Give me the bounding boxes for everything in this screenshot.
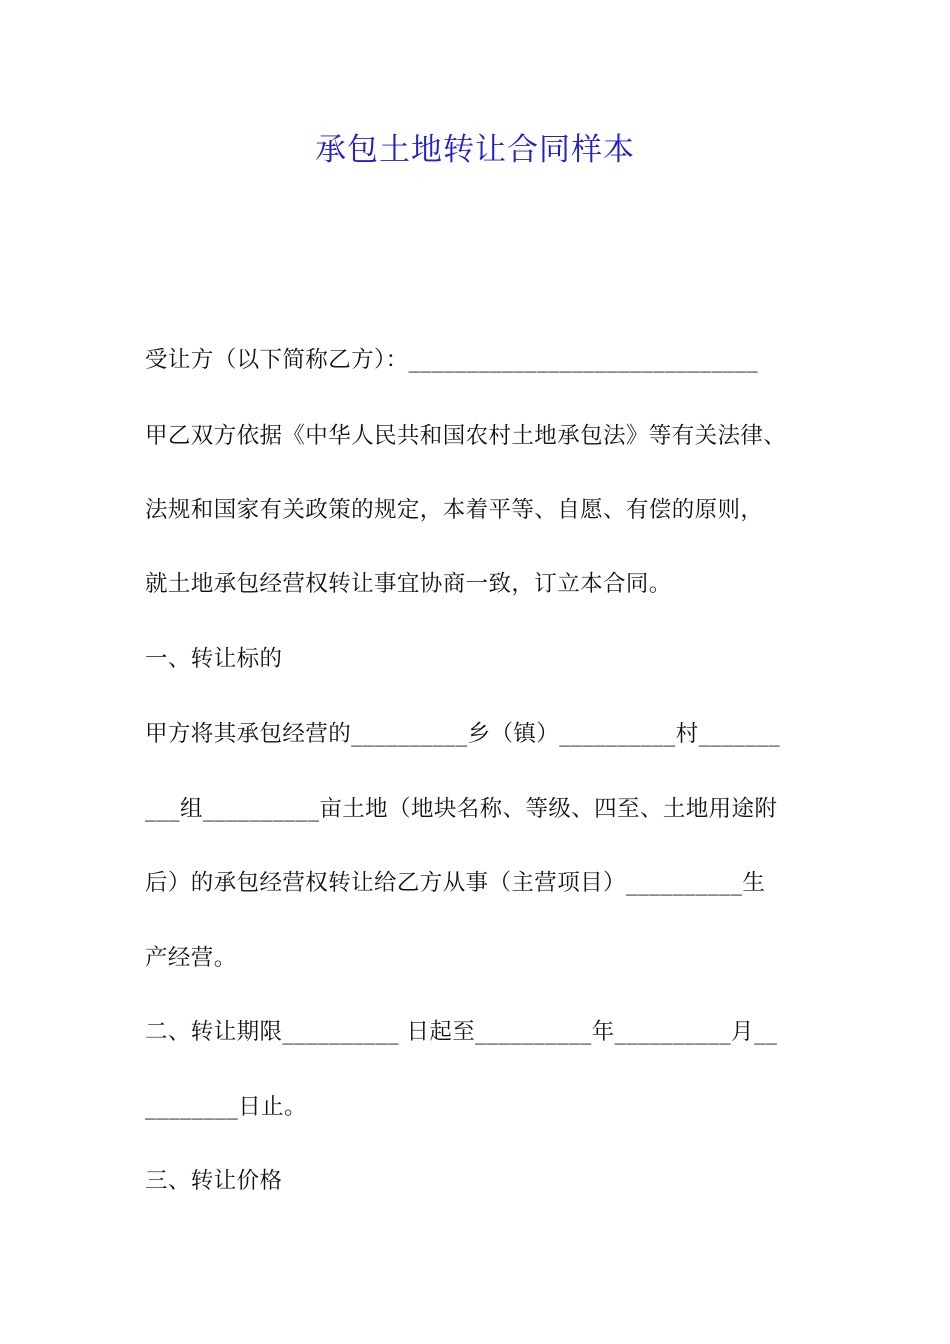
section-heading-2: 二、转让期限__________ 日起至__________年__________月__ — [145, 1019, 778, 1045]
paragraph-line: 法规和国家有关政策的规定，本着平等、自愿、有偿的原则， — [145, 497, 764, 523]
section-heading-1: 一、转让标的 — [145, 646, 283, 672]
paragraph-line: 甲乙双方依据《中华人民共和国农村土地承包法》等有关法律、 — [145, 423, 787, 449]
paragraph-line: 后）的承包经营权转让给乙方从事（主营项目）__________生 — [145, 870, 766, 896]
section-heading-3: 三、转让价格 — [145, 1168, 283, 1194]
paragraph-line: 产经营。 — [145, 945, 237, 971]
paragraph-line: ___组__________亩土地（地块名称、等级、四至、土地用途附 — [145, 796, 778, 822]
paragraph-line: ________日止。 — [145, 1094, 307, 1120]
paragraph-line: 甲方将其承包经营的__________乡（镇）__________村_______ — [145, 721, 781, 747]
transferee-line: 受让方（以下简称乙方）：______________________________ — [145, 347, 759, 373]
paragraph-line: 就土地承包经营权转让事宜协商一致，订立本合同。 — [145, 571, 672, 597]
document-title: 承包土地转让合同样本 — [315, 132, 635, 168]
